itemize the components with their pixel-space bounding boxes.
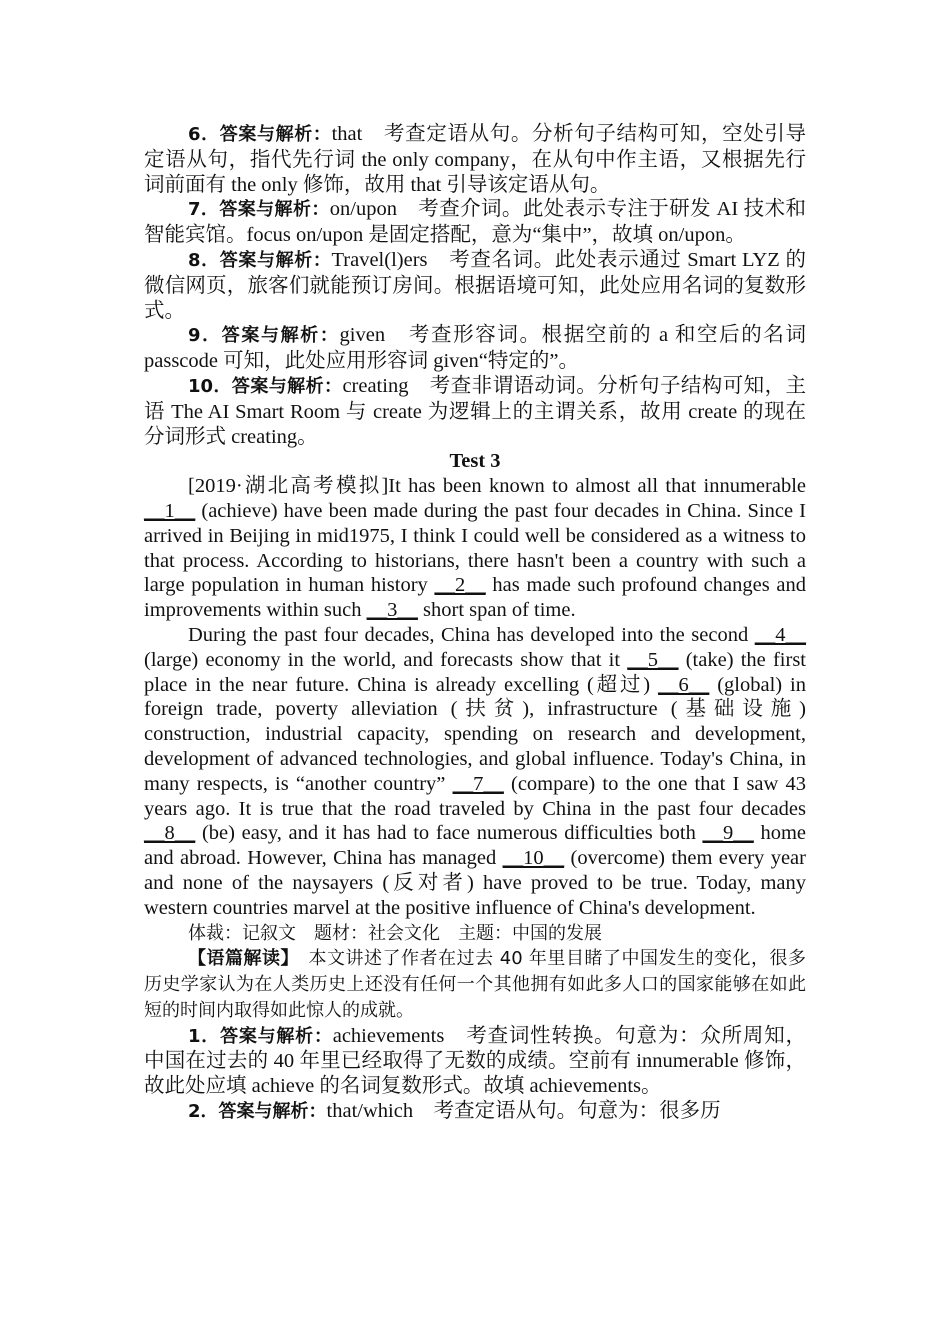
passage-paragraph-1: [2019·湖北高考模拟]It has been known to almost all that innumerable __1__ (achieve) have been made during the past four decades in China. Since I arrived in Beijing in mid1975, I think I could well be considered as a witness to that process. According to historians, there hasn't been a country with such a large population in human history __2__ has made such profound changes and improvements within such __3__ short span of time. xyxy=(144,475,806,622)
blank-9: __9__ xyxy=(702,822,754,845)
blank-6: __6__ xyxy=(658,673,710,696)
passage-paragraph-2: During the past four decades, China has developed into the second __4__ (large) economy in the world, and forecasts show that it __5__ (take) the first place in the near future. China is already excelling (超过) __6__ (global) in foreign trade, poverty alleviation (扶贫), infrastructure (基础设施) construction, industrial capacity, spending on research and development, development of advanced technologies, and global influence. Today's China, in many respects, is “another country” __7__ (compare) to the one that I saw 43 years ago. It is true that the road traveled by China in the past four decades __8__ (be) easy, and it has had to face numerous difficulties both __9__ home and abroad. However, China has managed __10__ (overcome) them every year and none of the naysayers (反对者) have proved to be true. Today, many western countries marvel at the positive influence of China's development. xyxy=(144,623,807,919)
answer-text: creating 考查非谓语动词。分析句子结构可知，主语 The AI Smart Room 与 create 为逻辑上的主谓关系，故用 create 的现在分词形式 creating。 xyxy=(144,374,806,448)
analysis-text: 本文讲述了作者在过去 40 年里目睹了中国发生的变化，很多历史学家认为在人类历史上还没有任何一个其他拥有如此多人口的国家能够在如此短的时间内取得如此惊人的成就。 xyxy=(144,948,806,1021)
answer-9 xyxy=(144,323,806,374)
answer-8 xyxy=(144,248,806,323)
answer-text: achievements 考查词性转换。句意为：众所周知，中国在过去的 40 年里已经取得了无数的成绩。空前有 innumerable 修饰，故此处应填 achieve 的名词复数形式。故填 achievements。 xyxy=(144,1024,806,1098)
blank-3: __3__ xyxy=(366,599,418,622)
answer-6 xyxy=(144,122,806,197)
answer-label: 1．答案与解析： xyxy=(188,1025,333,1047)
answer-text: that 考查定语从句。分析句子结构可知，空处引导定语从句，指代先行词 the only company，在从句中作主语，又根据先行词前面有 the only 修饰，故用 that 引导该定语从句。 xyxy=(144,123,806,196)
answer-text: given 考查形容词。根据空前的 a 和空后的名词 passcode 可知，此处应用形容词 given“特定的”。 xyxy=(144,324,806,373)
answer-text: Travel(l)ers 考查名词。此处表示通过 Smart LYZ 的微信网页，旅客们就能预订房间。根据语境可知，此处应用名词的复数形式。 xyxy=(144,248,806,322)
answer-7 xyxy=(144,197,806,248)
answer-10 xyxy=(144,374,806,449)
answer-label: 2．答案与解析： xyxy=(188,1101,327,1123)
answer-2 xyxy=(144,1099,806,1125)
passage-analysis xyxy=(144,946,806,1023)
document-page xyxy=(144,122,806,1125)
blank-1: __1__ xyxy=(144,499,196,522)
answer-1 xyxy=(144,1024,806,1099)
answer-label: 8．答案与解析： xyxy=(188,249,332,271)
answer-label: 7．答案与解析： xyxy=(188,199,330,221)
answer-label: 9．答案与解析： xyxy=(188,325,340,347)
answer-label: 10．答案与解析： xyxy=(188,375,343,397)
answer-label: 6．答案与解析： xyxy=(188,124,332,145)
answer-text: on/upon 考查介词。此处表示专注于研发 AI 技术和智能宾馆。focus on/upon 是固定搭配，意为“集中”，故填 on/upon。 xyxy=(144,198,806,247)
blank-4: __4__ xyxy=(754,623,806,646)
blank-10: __10__ xyxy=(502,847,565,870)
answer-text: that/which 考查定语从句。句意为：很多历 xyxy=(326,1100,721,1123)
blank-7: __7__ xyxy=(452,772,504,795)
blank-5: __5__ xyxy=(627,648,679,671)
test-title: Test 3 xyxy=(449,450,501,473)
blank-8: __8__ xyxy=(144,822,196,845)
genre-line: 体裁：记叙文 题材：社会文化 主题：中国的发展 xyxy=(188,922,602,944)
blank-2: __2__ xyxy=(434,574,486,597)
analysis-label: 【语篇解读】 xyxy=(188,948,291,970)
